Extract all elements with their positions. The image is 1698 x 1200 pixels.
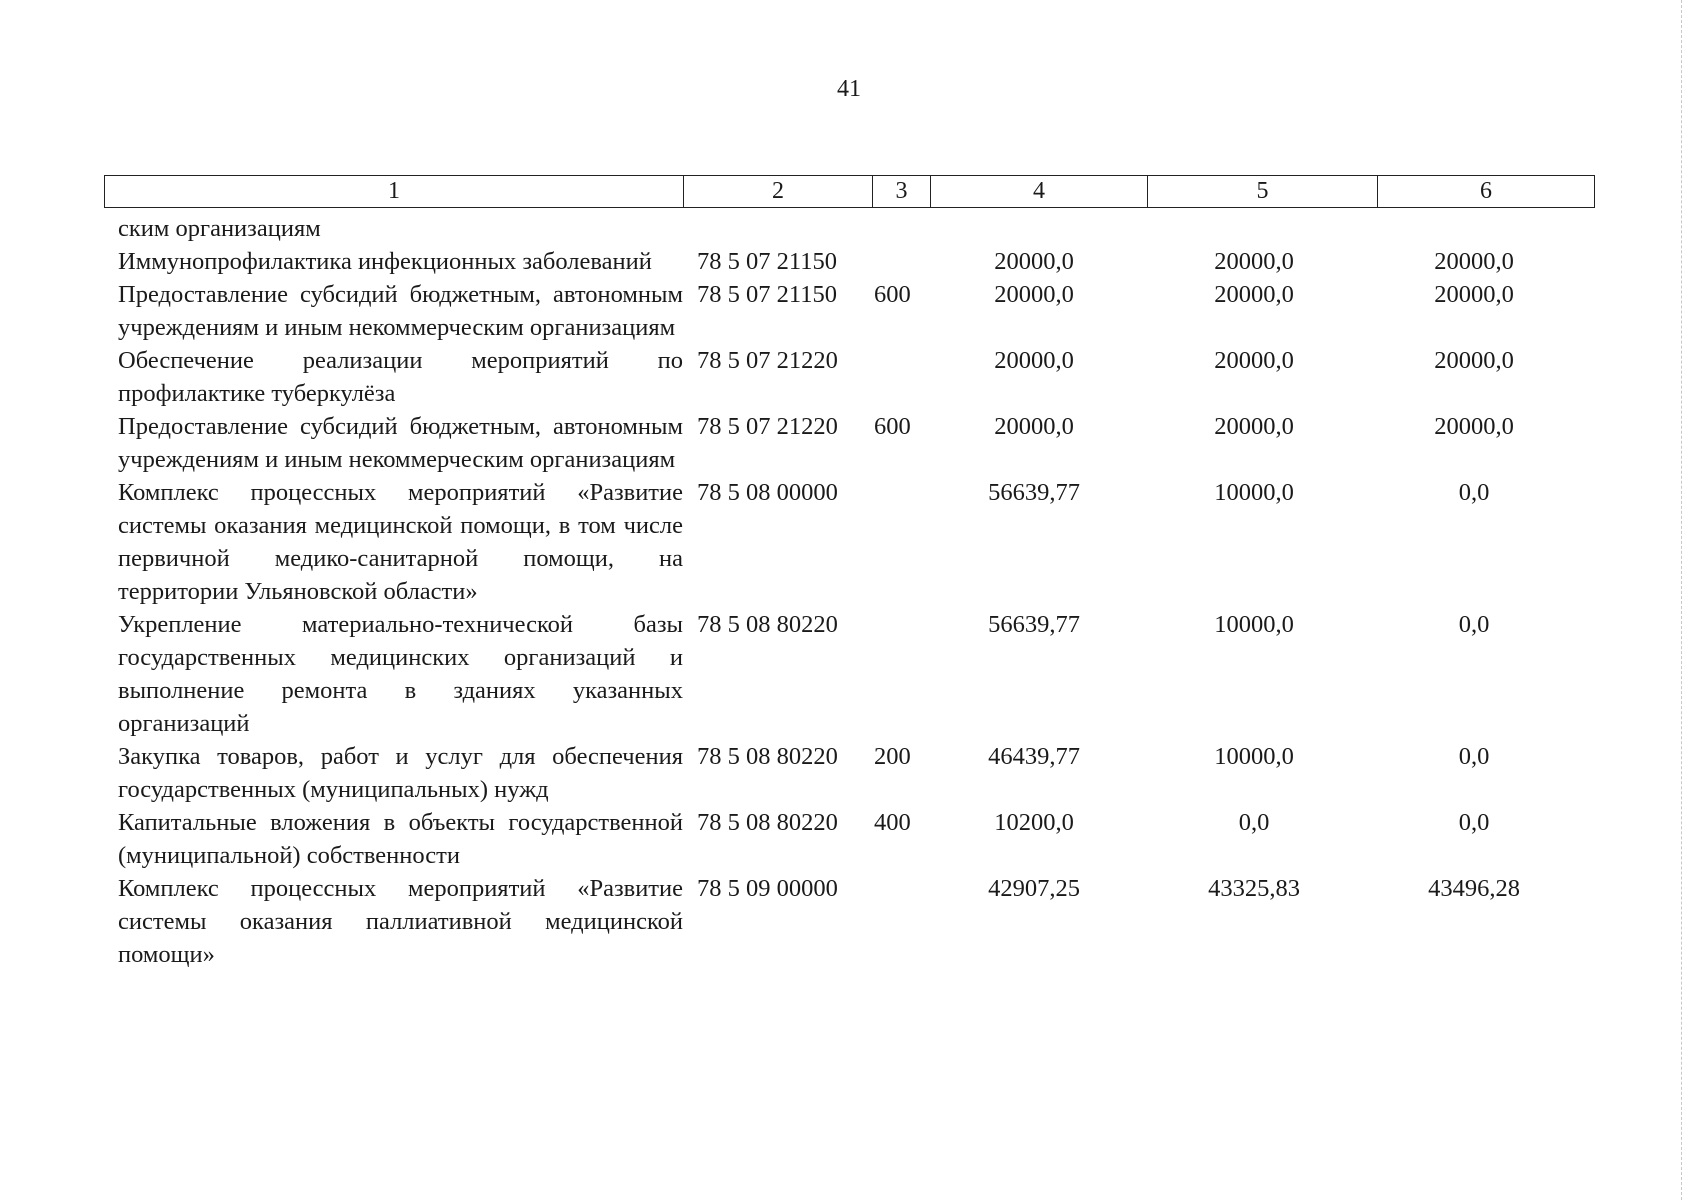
- row-type: 400: [874, 809, 911, 836]
- row-code: 78 5 07 21150: [697, 248, 837, 275]
- row-code: 78 5 08 80220: [697, 809, 838, 836]
- row-value-1: 56639,77: [988, 479, 1080, 506]
- row-value-2: 20000,0: [1214, 347, 1294, 374]
- column-header-2: 2: [684, 176, 873, 208]
- row-value-1: 20000,0: [994, 281, 1074, 308]
- column-header-1: 1: [105, 176, 684, 208]
- table-row: [104, 410, 1584, 476]
- row-code: 78 5 07 21220: [697, 347, 838, 374]
- row-description: Укрепление материально-технической базы государственных медицинских организаций и выполнение ремонта в зданиях указанных организаций: [118, 611, 683, 737]
- table-row: [104, 344, 1584, 410]
- row-code: 78 5 07 21150: [697, 281, 837, 308]
- row-value-1: 56639,77: [988, 611, 1080, 638]
- row-description: Закупка товаров, работ и услуг для обеспечения государственных (муниципальных) нужд: [118, 743, 683, 803]
- row-value-2: 0,0: [1238, 809, 1270, 836]
- row-value-3: 20000,0: [1434, 413, 1514, 440]
- column-header-row: [105, 176, 1595, 208]
- row-description: Капитальные вложения в объекты государственной (муниципальной) собственности: [118, 809, 683, 869]
- table-row: [104, 278, 1584, 344]
- row-value-2: 20000,0: [1214, 413, 1294, 440]
- row-description: Предоставление субсидий бюджетным, автономным учреждениям и иным некоммерческим организациям: [118, 413, 683, 473]
- row-value-3: 20000,0: [1434, 281, 1514, 308]
- row-value-3: 43496,28: [1428, 875, 1520, 902]
- row-code: 78 5 08 80220: [697, 743, 838, 770]
- table-body: [104, 212, 1584, 971]
- row-value-2: 20000,0: [1214, 281, 1294, 308]
- column-header-4: 4: [931, 176, 1148, 208]
- row-code: 78 5 07 21220: [697, 413, 838, 440]
- row-description: Комплекс процессных мероприятий «Развитие системы оказания медицинской помощи, в том числе первичной медико-санитарной помощи, на территории Ульяновской области»: [118, 479, 683, 605]
- row-value-3: 0,0: [1458, 611, 1490, 638]
- row-type: 600: [874, 281, 911, 308]
- row-value-3: 0,0: [1458, 743, 1490, 770]
- row-value-3: 0,0: [1458, 479, 1490, 506]
- column-header-6: 6: [1378, 176, 1595, 208]
- row-type: 200: [874, 743, 911, 770]
- table-row: [104, 476, 1584, 608]
- table-row: [104, 740, 1584, 806]
- column-header-table: [104, 175, 1595, 208]
- row-value-2: 10000,0: [1214, 743, 1294, 770]
- row-description: Обеспечение реализации мероприятий по профилактике туберкулёза: [118, 347, 683, 407]
- row-description: Иммунопрофилактика инфекционных заболеваний: [118, 248, 652, 275]
- row-code: 78 5 08 00000: [697, 479, 838, 506]
- row-code: 78 5 09 00000: [697, 875, 838, 902]
- row-value-1: 10200,0: [994, 809, 1074, 836]
- table-row: [104, 872, 1584, 971]
- page-number: 41: [837, 76, 861, 102]
- row-value-3: 20000,0: [1434, 347, 1514, 374]
- row-description: Предоставление субсидий бюджетным, автономным учреждениям и иным некоммерческим организациям: [118, 281, 683, 341]
- row-description: ским организациям: [118, 215, 321, 242]
- scan-edge-line: [1680, 0, 1682, 1200]
- table-row: [104, 806, 1584, 872]
- table-row: [104, 245, 1584, 278]
- row-code: 78 5 08 80220: [697, 611, 838, 638]
- row-value-1: 20000,0: [994, 347, 1074, 374]
- row-description: Комплекс процессных мероприятий «Развитие системы оказания паллиативной медицинской помощи»: [118, 875, 683, 968]
- row-value-2: 10000,0: [1214, 479, 1294, 506]
- row-value-1: 42907,25: [988, 875, 1080, 902]
- column-header-5: 5: [1148, 176, 1378, 208]
- row-value-3: 20000,0: [1434, 248, 1514, 275]
- column-header-3: 3: [873, 176, 931, 208]
- row-value-1: 46439,77: [988, 743, 1080, 770]
- row-value-2: 43325,83: [1208, 875, 1300, 902]
- row-value-1: 20000,0: [994, 413, 1074, 440]
- row-value-1: 20000,0: [994, 248, 1074, 275]
- row-value-3: 0,0: [1458, 809, 1490, 836]
- table-row: [104, 608, 1584, 740]
- row-type: 600: [874, 413, 911, 440]
- row-value-2: 20000,0: [1214, 248, 1294, 275]
- table-row: [104, 212, 1584, 245]
- row-value-2: 10000,0: [1214, 611, 1294, 638]
